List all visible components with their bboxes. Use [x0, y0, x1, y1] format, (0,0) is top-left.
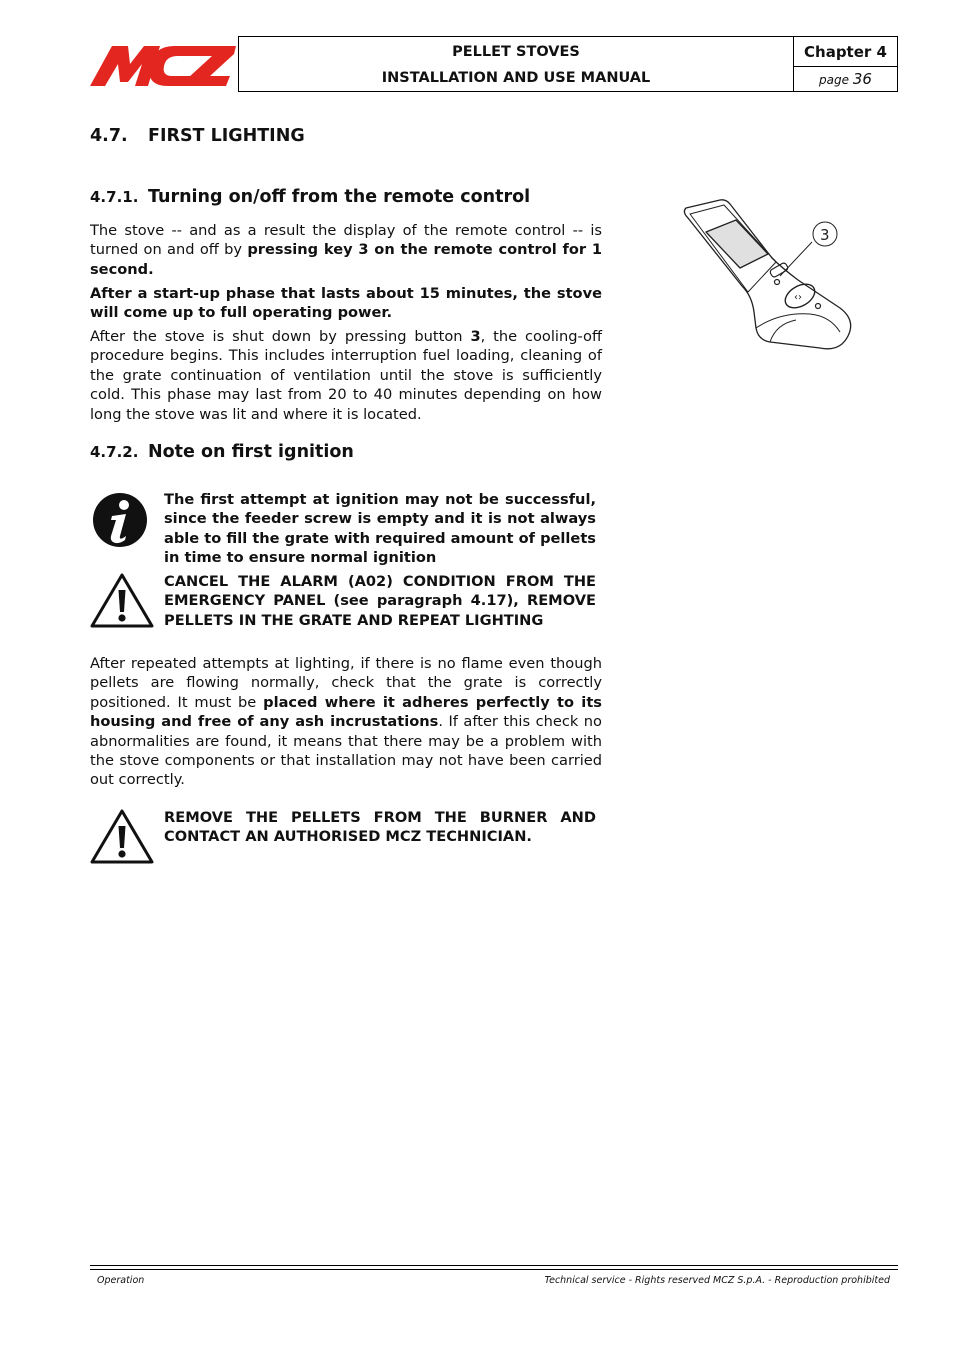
callout-number: 3 — [820, 226, 830, 244]
page-number: 36 — [852, 70, 872, 88]
header-title — [238, 36, 794, 92]
page-indicator — [794, 67, 897, 92]
text-run-bold: 3 — [470, 328, 481, 345]
header-chapter-box — [794, 36, 898, 92]
svg-text:‹›: ‹› — [794, 292, 802, 303]
text-run-bold: placed where it adheres perfectly to its housing and free of any ash incrustations — [90, 693, 602, 731]
section-number: 4.7.1. — [90, 188, 139, 206]
footer-divider — [90, 1265, 898, 1266]
warning-icon — [90, 808, 154, 864]
remote-control-figure — [680, 196, 862, 354]
footer-rights-notice: Technical service - Rights reserved MCZ S.p.A. - Reproduction prohibited — [544, 1275, 890, 1286]
text-run: After the stove is shut down by pressing button — [90, 328, 471, 345]
footer-divider — [90, 1269, 898, 1270]
section-heading-4-7-1 — [90, 187, 530, 207]
header-title-line1: PELLET STOVES — [452, 44, 580, 60]
paragraph-repeated-attempts — [90, 654, 602, 790]
section-title: Note on first ignition — [148, 442, 354, 462]
header-title-line2: INSTALLATION AND USE MANUAL — [381, 70, 651, 86]
text-run-bold: pressing key 3 on the remote control for 1 second. — [90, 241, 603, 278]
section-heading-4-7-2 — [90, 442, 354, 462]
mcz-logo — [90, 42, 236, 88]
note-info-text: The first attempt at ignition may not be successful, since the feeder screw is empty and it is not always able to fill the grate with required amount of pellets in time to ensure normal ignition — [164, 491, 596, 567]
text-run: , the cooling-off procedure begins. This includes interruption fuel loading, cleaning of the grate continuation of ventilation until the stove is sufficiently cold. This phase may last from 20 to 40 minutes depending on how long the stove was lit and where it is located. — [90, 328, 602, 423]
section-title: FIRST LIGHTING — [148, 126, 305, 146]
note-warning-text: REMOVE THE PELLETS FROM THE BURNER AND CONTACT AN AUTHORISED MCZ TECHNICIAN. — [164, 809, 596, 846]
warning-icon — [90, 572, 154, 628]
page-label: page — [819, 73, 850, 87]
section-number: 4.7. — [90, 126, 128, 146]
paragraph-turn-on-off — [90, 221, 602, 279]
footer-section-label: Operation — [97, 1275, 145, 1286]
paragraph-shutdown — [90, 327, 602, 424]
note-warning-text: CANCEL THE ALARM (A02) CONDITION FROM THE EMERGENCY PANEL (see paragraph 4.17), REMOVE PELLETS IN THE GRATE AND REPEAT LIGHTING — [164, 573, 596, 629]
chapter-label: Chapter 4 — [794, 37, 897, 67]
section-number: 4.7.2. — [90, 443, 139, 461]
text-run: . If after this check no abnormalities are found, it means that there may be a problem with the stove components or that installation may not have been carried out correctly. — [90, 713, 602, 789]
info-icon — [92, 492, 148, 548]
section-heading-4-7 — [90, 126, 305, 146]
text-run: After repeated attempts at lighting, if there is no flame even though pellets are flowing normally, check that the grate is correctly positioned. It must be — [90, 655, 602, 711]
section-title: Turning on/off from the remote control — [148, 187, 531, 207]
paragraph-start-up-phase: After a start-up phase that lasts about 15 minutes, the stove will come up to full operating power. — [90, 285, 602, 322]
text-run: The stove -- and as a result the display of the remote control -- is turned on and off by — [90, 222, 602, 259]
